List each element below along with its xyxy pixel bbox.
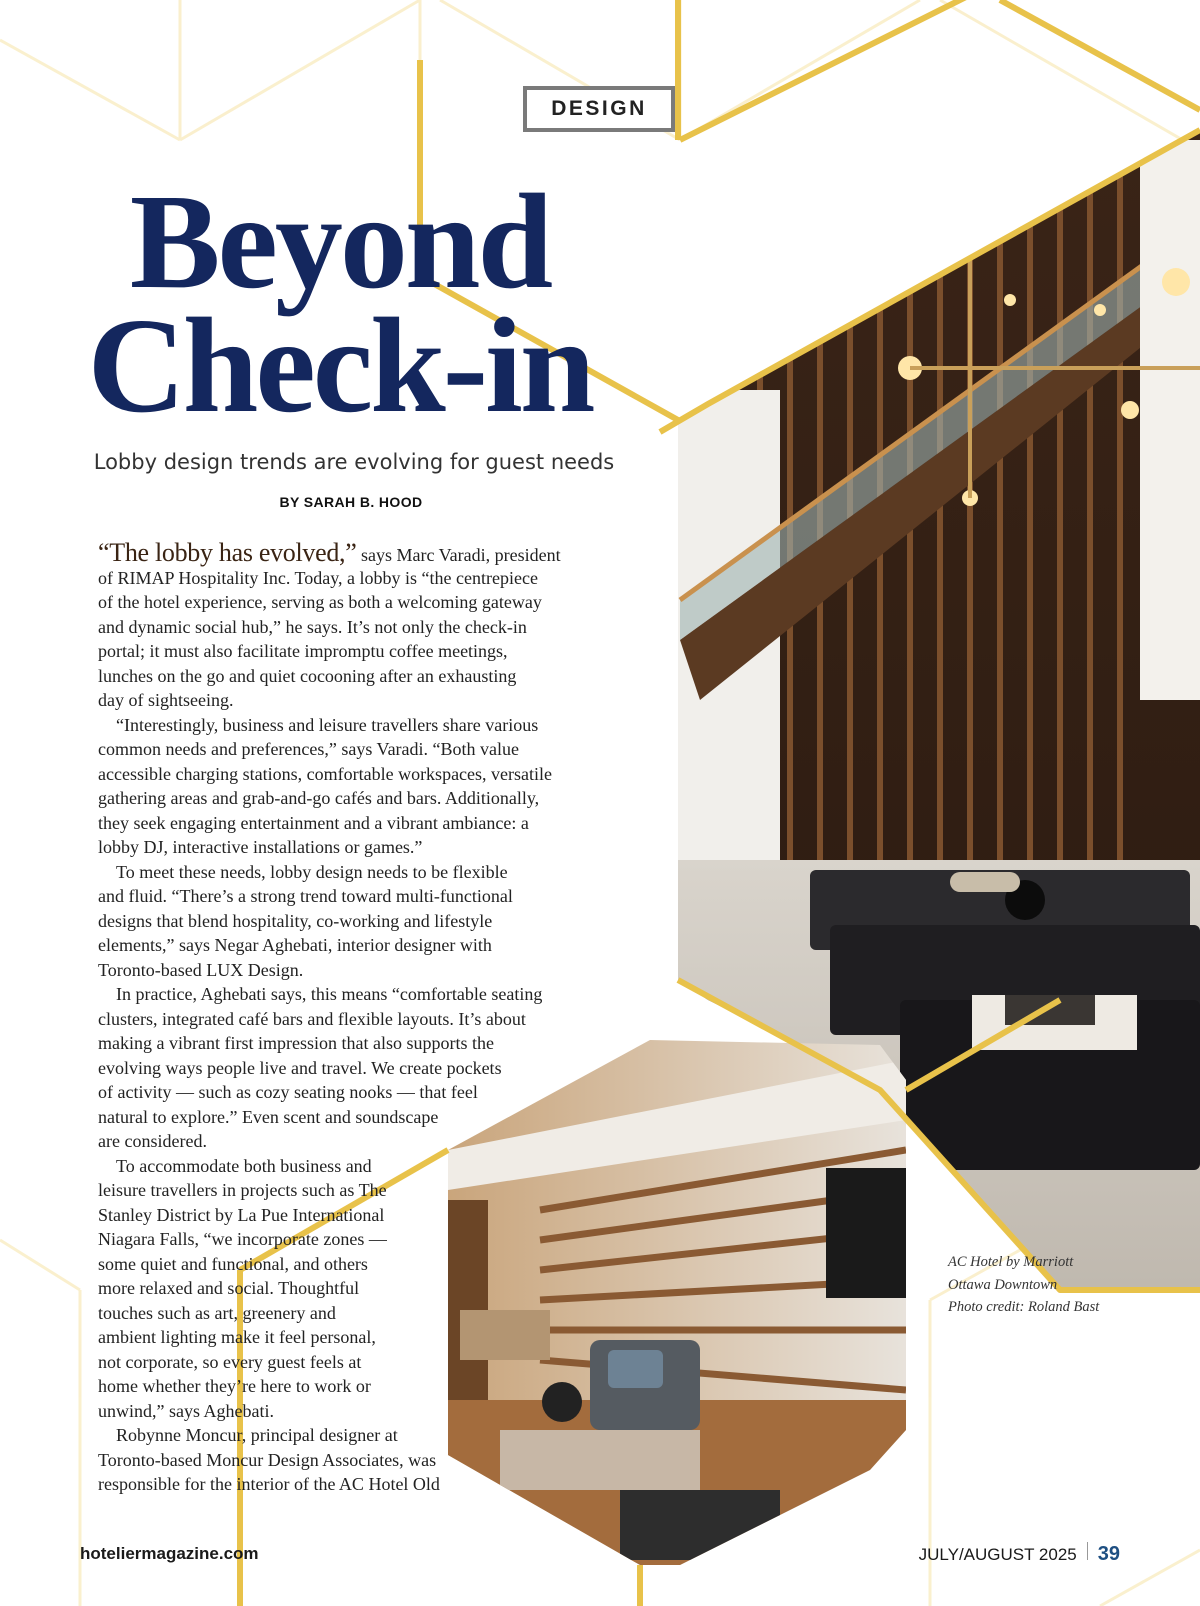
body-line: accessible charging stations, comfortable workspaces, versatile: [98, 763, 553, 784]
body-line: they seek engaging entertainment and a vibrant ambiance: a: [98, 812, 529, 833]
photo-caption: [948, 1251, 1099, 1319]
body-line: day of sightseeing.: [98, 690, 234, 710]
page-number: 39: [1097, 1543, 1120, 1565]
article-body: [98, 538, 561, 1497]
deck: Lobby design trends are evolving for guest needs: [93, 450, 615, 474]
caption-line: Ottawa Downtown: [948, 1276, 1058, 1293]
body-line: lunches on the go and quiet cocooning after an exhausting: [98, 665, 517, 686]
body-text: says Marc Varadi, president: [356, 545, 561, 565]
body-line: Robynne Moncur, principal designer at: [116, 1425, 398, 1445]
byline: BY SARAH B. HOOD: [279, 494, 423, 510]
body-line: not corporate, so every guest feels at: [98, 1351, 362, 1372]
body-line: and dynamic social hub,” he says. It’s not only the check-in: [98, 616, 527, 637]
body-line: lobby DJ, interactive installations or games.”: [98, 837, 423, 857]
lead-in: “The lobby has evolved,”: [98, 538, 357, 567]
body-line: common needs and preferences,” says Varadi. “Both value: [98, 739, 520, 759]
body-line: home whether they’re here to work or: [98, 1376, 371, 1396]
footer-site: hoteliermagazine.com: [80, 1544, 259, 1563]
body-line: of RIMAP Hospitality Inc. Today, a lobby is “the centrepiece: [98, 567, 538, 588]
headline-line-1: Beyond: [129, 167, 551, 317]
body-line: of the hotel experience, serving as both a welcoming gateway: [98, 592, 542, 612]
body-line: Niagara Falls, “we incorporate zones —: [98, 1229, 387, 1249]
body-line: elements,” says Negar Aghebati, interior designer with: [98, 935, 492, 955]
body-line: of activity — such as cozy seating nooks — that feel: [98, 1082, 478, 1102]
body-line: evolving ways people live and travel. We create pockets: [98, 1057, 502, 1078]
body-line: and fluid. “There’s a strong trend toward multi-functional: [98, 886, 513, 906]
body-line: natural to explore.” Even scent and soundscape: [98, 1106, 439, 1127]
body-line: responsible for the interior of the AC Hotel Old: [98, 1474, 440, 1494]
body-line: “Interestingly, business and leisure travellers share various: [116, 714, 539, 735]
body-line: ambient lighting make it feel personal,: [98, 1327, 376, 1347]
body-line: some quiet and functional, and others: [98, 1253, 368, 1274]
body-line: more relaxed and social. Thoughtful: [98, 1278, 360, 1298]
headline-line-2: Check-in: [87, 291, 593, 441]
body-line: [98, 538, 561, 567]
caption-line: AC Hotel by Marriott: [948, 1254, 1074, 1270]
body-line: Stanley District by La Pue International: [98, 1204, 385, 1225]
body-line: touches such as art, greenery and: [98, 1302, 336, 1323]
body-line: In practice, Aghebati says, this means “comfortable seating: [116, 984, 543, 1004]
body-line: gathering areas and grab-and-go cafés and bars. Additionally,: [98, 788, 540, 808]
body-line: Toronto-based Moncur Design Associates, was: [98, 1449, 437, 1470]
footer-issue: JULY/AUGUST 2025: [918, 1545, 1077, 1564]
section-tag: DESIGN: [523, 86, 675, 132]
body-line: portal; it must also facilitate impromptu coffee meetings,: [98, 641, 508, 661]
body-line: are considered.: [98, 1131, 207, 1151]
body-line: To accommodate both business and: [116, 1155, 372, 1176]
footer-divider: [1087, 1542, 1088, 1560]
body-line: clusters, integrated café bars and flexible layouts. It’s about: [98, 1008, 526, 1029]
body-line: To meet these needs, lobby design needs to be flexible: [116, 861, 508, 882]
headline: [0, 167, 680, 441]
footer-folio: [919, 1542, 1120, 1566]
body-line: leisure travellers in projects such as The: [98, 1180, 387, 1200]
body-line: Toronto-based LUX Design.: [98, 959, 304, 980]
body-line: making a vibrant first impression that also supports the: [98, 1033, 494, 1053]
body-line: unwind,” says Aghebati.: [98, 1400, 274, 1421]
body-line: designs that blend hospitality, co-working and lifestyle: [98, 910, 493, 931]
caption-line: Photo credit: Roland Bast: [948, 1299, 1100, 1315]
